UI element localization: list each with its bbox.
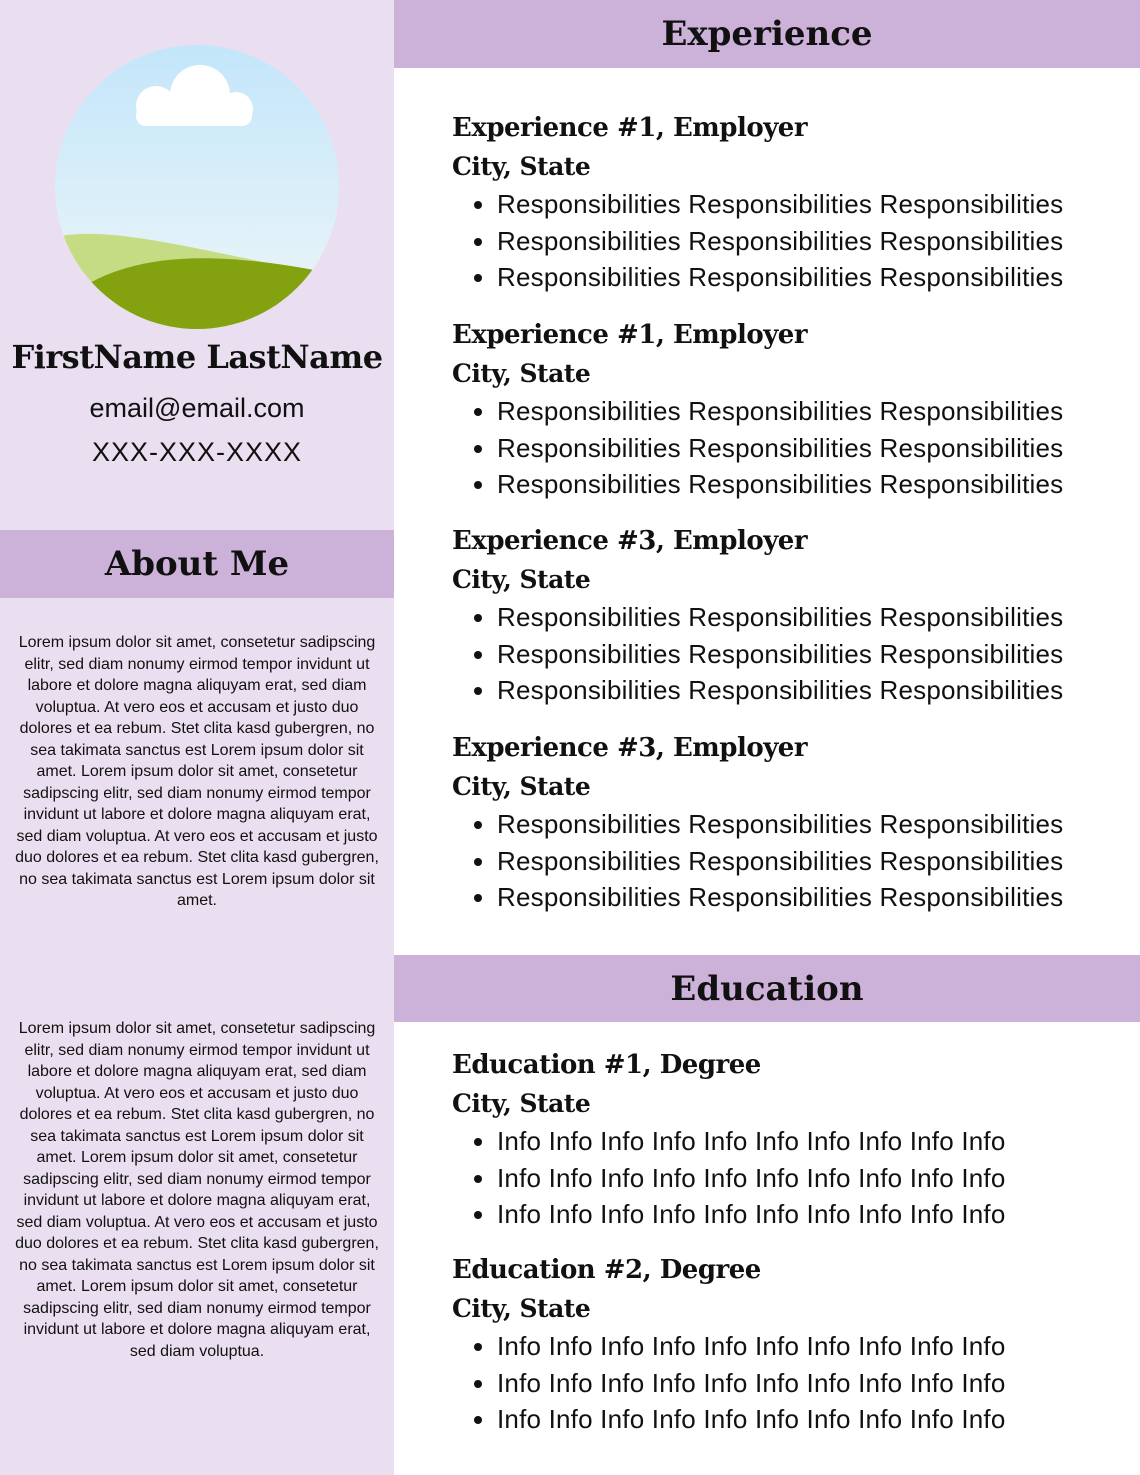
entry-location: City, State [452,152,591,181]
experience-header [394,0,1140,68]
bullet-list [452,1328,1132,1438]
experience-entry-2 [452,315,1132,503]
entry-title: Experience #3, Employer [452,733,808,763]
entry-title: Education #2, Degree [452,1255,761,1285]
entry-title: Experience #1, Employer [452,113,808,143]
education-heading: Education [670,968,864,1009]
list-item: • Info Info Info Info Info Info Info Info Info Info [497,1123,1132,1160]
list-item: • Info Info Info Info Info Info Info Info Info Info [497,1328,1132,1365]
list-item: • Responsibilities Responsibilities Responsibilities [497,879,1132,916]
bullet-list [452,806,1132,916]
list-item: • Responsibilities Responsibilities Responsibilities [497,223,1132,260]
entry-location: City, State [452,772,591,801]
entry-location: City, State [452,1089,591,1118]
sidebar [0,0,394,1475]
list-item: • Responsibilities Responsibilities Responsibilities [497,806,1132,843]
list-item: • Responsibilities Responsibilities Responsibilities [497,430,1132,467]
entry-title: Experience #1, Employer [452,320,808,350]
bullet-list [452,1123,1132,1233]
entry-location: City, State [452,1294,591,1323]
experience-entry-1 [452,108,1132,296]
education-header [394,955,1140,1022]
candidate-name: FirstName LastName [11,338,383,376]
list-item: • Responsibilities Responsibilities Responsibilities [497,466,1132,503]
list-item: • Responsibilities Responsibilities Responsibilities [497,393,1132,430]
list-item: • Responsibilities Responsibilities Responsibilities [497,843,1132,880]
list-item: • Info Info Info Info Info Info Info Info Info Info [497,1196,1132,1233]
phone-text: XXX-XXX-XXXX [91,437,303,467]
entry-location: City, State [452,565,591,594]
education-entry-1 [452,1045,1132,1233]
entry-location: City, State [452,359,591,388]
list-item: • Info Info Info Info Info Info Info Info Info Info [497,1365,1132,1402]
experience-entry-3 [452,521,1132,709]
bullet-list [452,599,1132,709]
list-item: • Responsibilities Responsibilities Responsibilities [497,599,1132,636]
list-item: • Responsibilities Responsibilities Responsibilities [497,186,1132,223]
list-item: • Info Info Info Info Info Info Info Info Info Info [497,1401,1132,1438]
education-entry-2 [452,1250,1132,1438]
bullet-list [452,186,1132,296]
about-me-header [0,530,394,598]
experience-entry-4 [452,728,1132,916]
avatar [55,45,339,329]
list-item: • Responsibilities Responsibilities Responsibilities [497,672,1132,709]
list-item: • Info Info Info Info Info Info Info Info Info Info [497,1160,1132,1197]
entry-title: Experience #3, Employer [452,526,808,556]
list-item: • Responsibilities Responsibilities Responsibilities [497,636,1132,673]
list-item: • Responsibilities Responsibilities Responsibilities [497,259,1132,296]
about-paragraph-2: Lorem ipsum dolor sit amet, consetetur sadipscing elitr, sed diam nonumy eirmod tempor invidunt ut labore et dolore magna aliquyam erat, sed diam voluptua. At vero eos et accusam et justo duo dolores et ea rebum. Stet clita kasd gubergren, no sea takimata sanctus est Lorem ipsum dolor sit amet. Lorem ipsum dolor sit amet, consetetur sadipscing elitr, sed diam nonumy eirmod tempor invidunt ut labore et dolore magna aliquyam erat, sed diam voluptua. At vero eos et accusam et justo duo dolores et ea rebum. Stet clita kasd gubergren, no sea takimata sanctus est Lorem ipsum dolor sit amet. Lorem ipsum dolor sit amet, consetetur sadipscing elitr, sed diam nonumy eirmod tempor invidunt ut labore et dolore magna aliquyam erat, sed diam voluptua. [15,1020,379,1360]
about-me-heading: About Me [104,544,290,584]
experience-heading: Experience [661,14,873,54]
entry-title: Education #1, Degree [452,1050,761,1080]
email-text: email@email.com [89,393,305,423]
bullet-list [452,393,1132,503]
about-paragraph-1: Lorem ipsum dolor sit amet, consetetur sadipscing elitr, sed diam nonumy eirmod tempor invidunt ut labore et dolore magna aliquyam erat, sed diam voluptua. At vero eos et accusam et justo duo dolores et ea rebum. Stet clita kasd gubergren, no sea takimata sanctus est Lorem ipsum dolor sit amet. Lorem ipsum dolor sit amet, consetetur sadipscing elitr, sed diam nonumy eirmod tempor invidunt ut labore et dolore magna aliquyam erat, sed diam voluptua. At vero eos et accusam et justo duo dolores et ea rebum. Stet clita kasd gubergren, no sea takimata sanctus est Lorem ipsum dolor sit amet. [15,634,379,909]
